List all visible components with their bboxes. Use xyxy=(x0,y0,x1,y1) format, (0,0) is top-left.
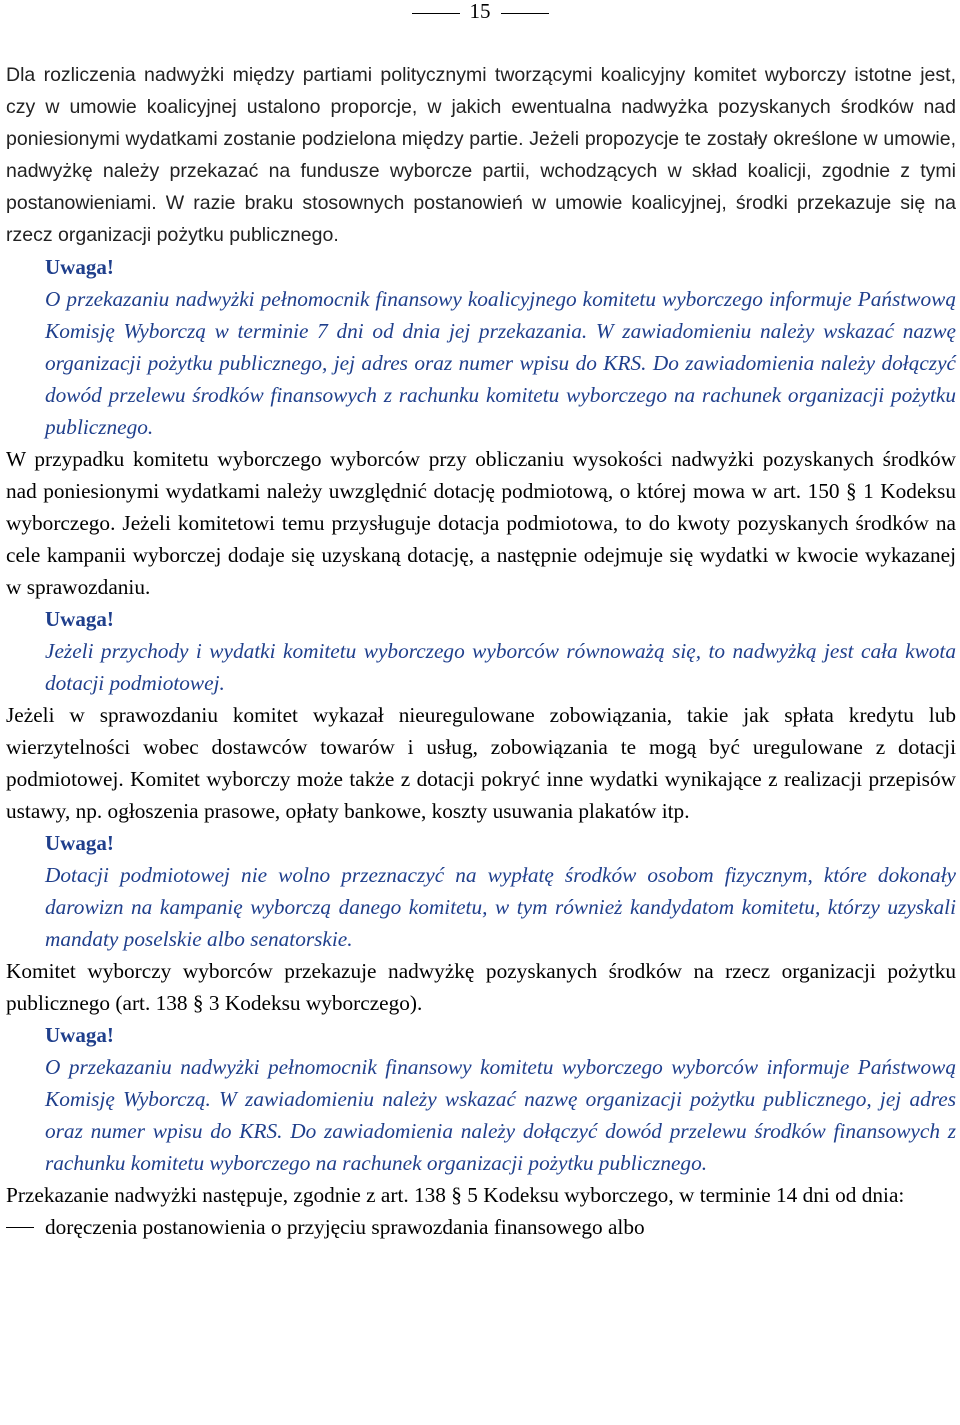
page-number-header xyxy=(0,0,960,26)
page-number-dash-left xyxy=(412,13,460,14)
document-body xyxy=(6,59,956,1243)
paragraph-coalition-surplus: Dla rozliczenia nadwyżki między partiami politycznymi tworzącymi koalicyjny komitet wyborczy istotne jest, czy w umowie koalicyjnej ustalono proporcje, w jakich ewentualna nadwyżka pozyskanych środków nad poniesionymi wydatkami zostanie podzielona między partie. Jeżeli propozycje te zostały określone w umowie, nadwyżkę należy przekazać na fundusze wyborcze partii, wchodzących w skład koalicji, zgodnie z tymi postanowieniami. W razie braku stosownych postanowień w umowie koalicyjnej, środki przekazuje się na rzecz organizacji pożytku publicznego. xyxy=(6,64,956,246)
warning-note: O przekazaniu nadwyżki pełnomocnik finansowy koalicyjnego komitetu wyborczego informuje Państwową Komisję Wyborczą w terminie 7 dni od dnia jej przekazania. W zawiadomieniu należy wskazać nazwę organizacji pożytku publicznego, jej adres oraz numer wpisu do KRS. Do zawiadomienia należy dołączyć dowód przelewu środków finansowych z rachunku komitetu wyborczego na rachunek organizacji pożytku publicznego. xyxy=(45,287,956,439)
warning-label: Uwaga! xyxy=(45,831,114,855)
warning-note: Dotacji podmiotowej nie wolno przeznaczyć na wypłatę środków osobom fizycznym, które dokonały darowizn na kampanię wyborczą danego komitetu, w tym również kandydatom komitetu, którzy uzyskali mandaty poselskie albo senatorskie. xyxy=(45,863,956,951)
warning-label: Uwaga! xyxy=(45,1023,114,1047)
paragraph-transfer-to-public-benefit: Komitet wyborczy wyborców przekazuje nadwyżkę pozyskanych środków na rzecz organizacji pożytku publicznego (art. 138 § 3 Kodeksu wyborczego). xyxy=(6,959,956,1015)
page-number: 15 xyxy=(469,0,491,23)
list-item xyxy=(6,1211,956,1243)
warning-label: Uwaga! xyxy=(45,255,114,279)
paragraph-voters-committee-surplus: W przypadku komitetu wyborczego wyborców przy obliczaniu wysokości nadwyżki pozyskanych środków nad poniesionymi wydatkami należy uwzględnić dotację podmiotową, o której mowa w art. 150 § 1 Kodeksu wyborczego. Jeżeli komitetowi temu przysługuje dotacja podmiotowa, to do kwoty pozyskanych środków na cele kampanii wyborczej dodaje się uzyskaną dotację, a następnie odejmuje się wydatki w kwocie wykazanej w sprawozdaniu. xyxy=(6,447,956,599)
page-number-dash-right xyxy=(501,13,549,14)
warning-label: Uwaga! xyxy=(45,607,114,631)
warning-note: Jeżeli przychody i wydatki komitetu wyborczego wyborców równoważą się, to nadwyżką jest cała kwota dotacji podmiotowej. xyxy=(45,639,956,695)
warning-note: O przekazaniu nadwyżki pełnomocnik finansowy komitetu wyborczego wyborców informuje Państwową Komisję Wyborczą. W zawiadomieniu należy wskazać nazwę organizacji pożytku publicznego, jej adres oraz numer wpisu do KRS. Do zawiadomienia należy dołączyć dowód przelewu środków finansowych z rachunku komitetu wyborczego na rachunek organizacji pożytku publicznego. xyxy=(45,1055,956,1175)
bullet-dash xyxy=(6,1227,34,1228)
list-item-text: doręczenia postanowienia o przyjęciu sprawozdania finansowego albo xyxy=(45,1215,645,1239)
paragraph-unsettled-liabilities: Jeżeli w sprawozdaniu komitet wykazał nieuregulowane zobowiązania, takie jak spłata kredytu lub wierzytelności wobec dostawców towarów i usług, zobowiązania te mogą być uregulowane z dotacji podmiotowej. Komitet wyborczy może także z dotacji pokryć inne wydatki wynikające z realizacji przepisów ustawy, np. ogłoszenia prasowe, opłaty bankowe, koszty usuwania plakatów itp. xyxy=(6,703,956,823)
paragraph-transfer-deadline: Przekazanie nadwyżki następuje, zgodnie z art. 138 § 5 Kodeksu wyborczego, w terminie 14 dni od dnia: xyxy=(6,1183,905,1207)
